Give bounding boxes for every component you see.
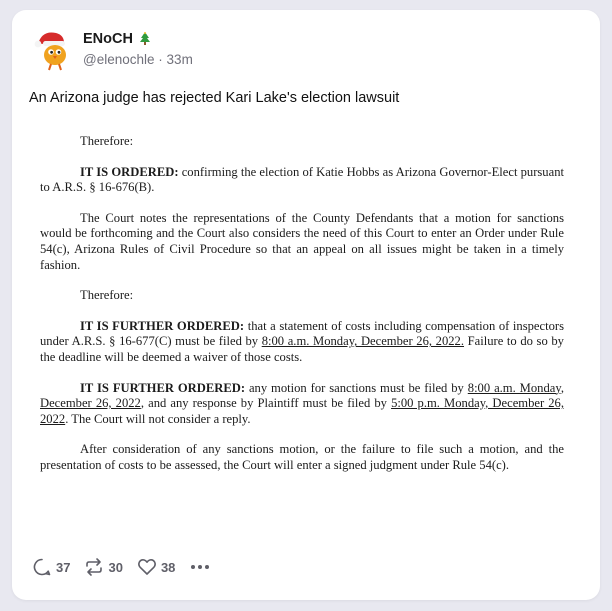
repost-count: 30	[108, 559, 123, 575]
author-handle[interactable]: @elenochle	[83, 52, 155, 67]
repost-icon	[84, 557, 104, 577]
doc-order-2-text-b: Failure to do so by the deadline will be deemed a waiver of those costs.	[40, 334, 564, 364]
doc-order-1-text: confirming the election of Katie Hobbs as Arizona Governor-Elect pursuant to A.R.S. § 16-676(B).	[40, 164, 564, 195]
document-image[interactable]	[40, 134, 564, 489]
doc-order-2-bold: IT IS FURTHER ORDERED:	[80, 318, 245, 333]
repost-button[interactable]	[84, 557, 122, 577]
doc-order-1	[40, 165, 564, 196]
doc-order-3-deadline-2: 5:00 p.m. Monday, December 26, 2022	[40, 396, 564, 426]
reply-icon	[32, 557, 52, 577]
reply-count: 37	[56, 559, 71, 575]
post-time[interactable]: 33m	[166, 52, 193, 67]
doc-order-2	[40, 319, 564, 366]
heart-icon	[137, 557, 157, 577]
more-icon	[189, 563, 211, 571]
meta-separator: ·	[158, 52, 163, 67]
doc-order-3-deadline-1: 8:00 a.m. Monday, December 26, 2022	[40, 380, 564, 411]
doc-order-2-text-a: that a statement of costs including compensation of inspectors under A.R.S. § 16-677(C) must be filed by	[40, 318, 564, 349]
like-button[interactable]	[137, 557, 175, 577]
author-meta	[83, 52, 193, 67]
more-button[interactable]	[189, 563, 215, 571]
doc-order-1-bold: IT IS ORDERED:	[80, 164, 179, 179]
doc-order-3-text-a: any motion for sanctions must be filed by	[245, 380, 468, 395]
post-text: An Arizona judge has rejected Kari Lake's election lawsuit	[29, 90, 400, 106]
reply-button[interactable]	[32, 557, 70, 577]
christmas-tree-icon	[139, 32, 151, 46]
post-card	[12, 10, 600, 600]
doc-order-3	[40, 381, 564, 428]
doc-order-2-deadline: 8:00 a.m. Monday, December 26, 2022.	[261, 334, 465, 349]
doc-order-3-text-c: . The Court will not consider a reply.	[65, 411, 251, 426]
doc-final: After consideration of any sanctions motion, or the failure to file such a motion, and the presentation of costs to be assessed, the Court will enter a signed judgment under Rule 54(c).	[40, 442, 564, 472]
doc-order-3-bold: IT IS FURTHER ORDERED:	[80, 380, 246, 395]
author-name[interactable]	[83, 31, 151, 47]
like-count: 38	[160, 559, 176, 575]
avatar[interactable]	[32, 28, 74, 72]
action-bar	[32, 557, 229, 577]
doc-court-notes: The Court notes the representations of the County Defendants that a motion for sanctions would be forthcoming and the Court also considers the need of this Court to enter an Order under Rule 54(c), Arizona Rules of Civil Procedure so that an appeal on all issues might be taken in a timely fashion.	[40, 210, 564, 272]
doc-therefore-2: Therefore:	[80, 288, 134, 303]
doc-order-3-text-b: , and any response by Plaintiff must be filed by	[140, 396, 392, 411]
author-name-text[interactable]: ENoCH	[83, 31, 133, 47]
doc-therefore-1: Therefore:	[80, 134, 134, 148]
